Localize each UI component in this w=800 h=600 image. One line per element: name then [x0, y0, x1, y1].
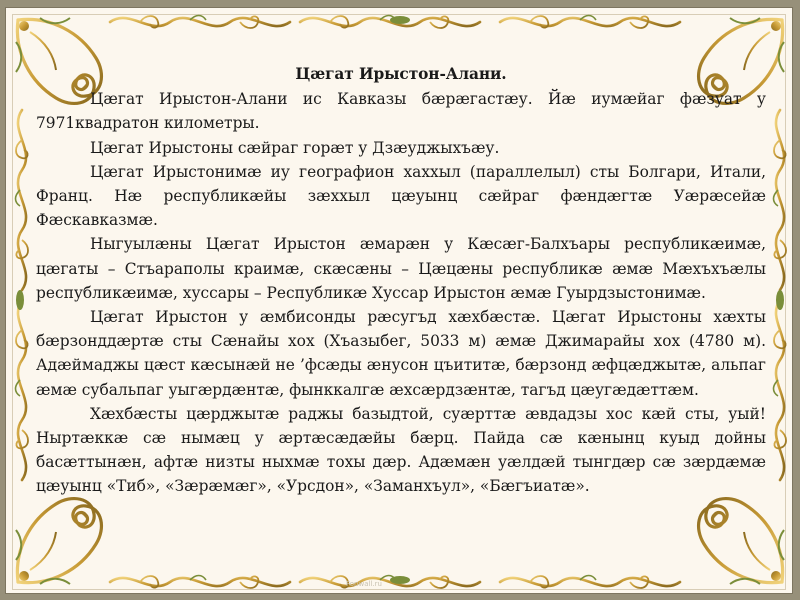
- paragraph-geography: Цæгат Ирыстонимæ иу географион хаххыл (параллелыл) сты Болгари, Итали, Франц. Нæ республикæйы зæххыл цæуынц сæйраг фæндæгтæ Уæрæсейæ Фæскавказмæ.: [36, 162, 766, 230]
- document-body: [36, 62, 766, 499]
- document-title: Цæгат Ирыстон-Алани.: [295, 65, 507, 83]
- paragraph-borders: Ныгуылæны Цæгат Ирыстон æмарæн у Кæсæг-Балхъары республикæимæ, цæгаты – Стъараполы краимæ, скæсæны – Цæцæны республикæ æмæ Мæхъхъæлы республикæимæ, хуссары – Республикæ Хуссар Ирыстон æмæ Гуырдзыстонимæ.: [36, 235, 766, 302]
- watermark-text: Fonwall.ru: [346, 580, 382, 588]
- paragraph-capital: Цæгат Ирыстоны сæйраг горæт у Дзæуджыхъæу.: [90, 138, 500, 157]
- paragraph-mountains: Цæгат Ирыстон у æмбисонды рæсугъд хæхбæстæ. Цæгат Ирыстоны хæхты бæрзонддæртæ сты Сæнайы хох (Хъазыбег, 5033 м) æмæ Джимарайы хох (4780 м). Адæймаджы цæст кæсынæй не ’фсæды æнусон цъититæ, бæрзонд æфцæджытæ, альпаг æмæ субальпаг уыгæрдæнтæ, фынккалгæ æхсæрдзæнтæ, тагъд цæугæдæттæм.: [36, 308, 766, 399]
- paragraph-mineral-springs: Хæхбæсты цæрджытæ раджы базыдтой, суæрттæ æвдадзы хос кæй сты, уый! Ныртæккæ сæ нымæц у æртæсæдæйы бæрц. Пайда сæ кæнынц куыд дойны басæттынæн, афтæ низты ныхмæ тохы дæр. Адæмæн уæлдæй тынгдæр сæ зæрдæмæ цæуынц «Тиб», «Зæрæмæг», «Урсдон», «Заманхъул», «Бæгъиатæ».: [36, 404, 766, 496]
- paragraph-area: Цæгат Ирыстон-Алани ис Кавказы бæрæгастæу. Йæ иумæйаг фæзуат у 7971квадратон километры.: [36, 90, 766, 133]
